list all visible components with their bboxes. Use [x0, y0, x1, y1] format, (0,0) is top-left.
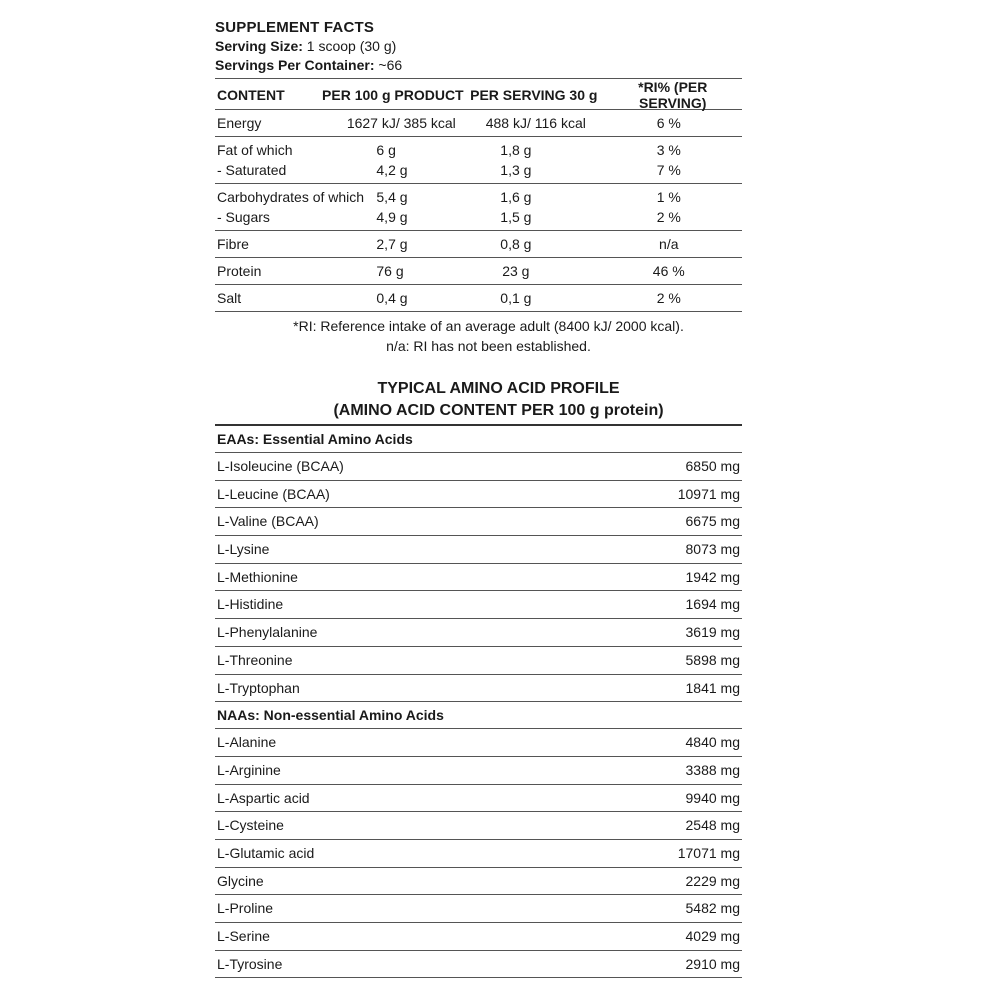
- facts-row: [215, 288, 742, 308]
- per-100g-value: 76 g: [376, 263, 404, 279]
- amino-acid-row: [215, 868, 742, 896]
- per-serving-value: 1,6 g: [500, 189, 532, 205]
- amino-acid-value: 1942 mg: [685, 568, 740, 585]
- per-serving-value: 1,3 g: [500, 162, 532, 178]
- amino-acid-row: [215, 619, 742, 647]
- facts-row: [215, 207, 742, 227]
- supplement-facts-title: SUPPLEMENT FACTS: [215, 19, 375, 36]
- ri-value: 7 %: [656, 162, 681, 178]
- per-serving-value: 0,8 g: [500, 236, 532, 252]
- amino-acid-row: [215, 757, 742, 785]
- amino-acid-name: L-Cysteine: [217, 817, 284, 834]
- ri-value: 2 %: [656, 290, 681, 306]
- serving-size: [215, 37, 742, 56]
- eaa-list: [215, 453, 742, 702]
- facts-row: [215, 140, 742, 160]
- amino-acid-row: [215, 481, 742, 509]
- nutrient-name: Fat of which: [217, 142, 293, 158]
- footnote-na: n/a: RI has not been established.: [386, 338, 591, 354]
- amino-acid-table: [215, 424, 742, 978]
- facts-group-salt: [215, 285, 742, 312]
- amino-acid-row: [215, 675, 742, 703]
- per-serving-value: 1,8 g: [500, 142, 532, 158]
- amino-acid-value: 3619 mg: [685, 624, 740, 641]
- ri-value: 46 %: [652, 263, 685, 279]
- amino-acid-value: 10971 mg: [677, 485, 740, 502]
- amino-acid-row: [215, 508, 742, 536]
- amino-acid-value: 4029 mg: [685, 928, 740, 944]
- amino-acid-value: 2548 mg: [685, 817, 740, 834]
- amino-acid-name: L-Phenylalanine: [217, 624, 318, 641]
- amino-acid-name: L-Arginine: [217, 761, 281, 778]
- amino-acid-name: L-Glutamic acid: [217, 844, 315, 861]
- nutrient-name: Energy: [217, 115, 262, 131]
- facts-group-energy: [215, 110, 742, 137]
- nutrient-name: - Saturated: [217, 162, 287, 178]
- ri-value: 3 %: [656, 142, 681, 158]
- amino-acid-value: 4840 mg: [685, 734, 740, 751]
- amino-acid-row: [215, 729, 742, 757]
- nutrient-name: Protein: [217, 263, 262, 279]
- amino-acid-name: L-Proline: [217, 900, 274, 917]
- footnote: [215, 316, 742, 356]
- servings-value: ~66: [374, 57, 403, 73]
- servings-label: Servings Per Container:: [215, 57, 375, 73]
- naa-list: [215, 729, 742, 978]
- amino-acid-name: L-Aspartic acid: [217, 789, 310, 806]
- facts-row: [215, 160, 742, 180]
- facts-row: [215, 234, 742, 254]
- facts-table-body: [215, 110, 742, 312]
- ri-value: 6 %: [656, 115, 681, 131]
- per-100g-value: 2,7 g: [376, 236, 408, 252]
- per-100g-value: 4,2 g: [376, 162, 408, 178]
- amino-acid-name: L-Isoleucine (BCAA): [217, 458, 344, 474]
- amino-profile-title: [215, 378, 742, 422]
- per-100g-value: 5,4 g: [376, 189, 408, 205]
- amino-profile-title-line-2: (AMINO ACID CONTENT PER 100 g protein): [333, 402, 664, 419]
- footnote-ri: *RI: Reference intake of an average adult (8400 kJ/ 2000 kcal).: [293, 318, 684, 334]
- amino-acid-name: L-Tryptophan: [217, 679, 300, 696]
- amino-acid-value: 1841 mg: [685, 679, 740, 696]
- amino-acid-value: 8073 mg: [685, 541, 740, 558]
- facts-row: [215, 187, 742, 207]
- facts-group-carbohydrates: [215, 184, 742, 231]
- amino-acid-value: 5482 mg: [685, 900, 740, 917]
- amino-acid-row: [215, 564, 742, 592]
- amino-acid-name: L-Valine (BCAA): [217, 513, 319, 530]
- per-serving-value: 1,5 g: [500, 209, 532, 225]
- per-100g-value: 6 g: [376, 142, 396, 158]
- nutrient-name: - Sugars: [217, 209, 270, 225]
- ri-value: 1 %: [656, 189, 681, 205]
- facts-row: [215, 261, 742, 281]
- per-100g-value: 4,9 g: [376, 209, 408, 225]
- servings-per-container: [215, 56, 742, 75]
- amino-acid-row: [215, 840, 742, 868]
- amino-acid-row: [215, 591, 742, 619]
- nutrient-name: Carbohydrates of which: [217, 189, 365, 205]
- amino-acid-value: 6850 mg: [685, 458, 740, 474]
- amino-acid-row: [215, 895, 742, 923]
- amino-acid-name: Glycine: [217, 872, 264, 889]
- per-serving-value: 23 g: [502, 263, 530, 279]
- per-serving-value: 0,1 g: [500, 290, 532, 306]
- per-100g-value: 1627 kJ/ 385 kcal: [346, 115, 456, 131]
- amino-acid-value: 5898 mg: [685, 651, 740, 668]
- amino-profile-title-line-1: TYPICAL AMINO ACID PROFILE: [377, 380, 620, 397]
- amino-acid-row: [215, 951, 742, 979]
- amino-acid-name: L-Serine: [217, 928, 270, 944]
- per-serving-value: 488 kJ/ 116 kcal: [485, 115, 586, 131]
- amino-acid-name: L-Leucine (BCAA): [217, 485, 330, 502]
- facts-table-header: [215, 81, 742, 109]
- amino-acid-name: L-Lysine: [217, 541, 270, 558]
- header-content: CONTENT: [217, 87, 285, 103]
- header-per-100g: PER 100 g PRODUCT: [322, 87, 464, 103]
- amino-acid-name: L-Histidine: [217, 596, 284, 613]
- ri-value: 2 %: [656, 209, 681, 225]
- nutrient-name: Fibre: [217, 236, 249, 252]
- supplement-facts-sheet: [215, 18, 742, 978]
- amino-acid-value: 3388 mg: [685, 761, 740, 778]
- facts-group-fat: [215, 137, 742, 184]
- nutrient-name: Salt: [217, 290, 242, 306]
- amino-acid-name: L-Alanine: [217, 734, 277, 751]
- amino-acid-name: L-Methionine: [217, 568, 298, 585]
- amino-acid-row: [215, 785, 742, 813]
- ri-value: n/a: [659, 236, 679, 252]
- per-100g-value: 0,4 g: [376, 290, 408, 306]
- amino-acid-row: [215, 453, 742, 481]
- facts-row: [215, 113, 742, 133]
- amino-acid-value: 2229 mg: [685, 872, 740, 889]
- serving-size-value: 1 scoop (30 g): [302, 38, 397, 54]
- amino-acid-row: [215, 812, 742, 840]
- facts-group-protein: [215, 258, 742, 285]
- eaa-section-header: EAAs: Essential Amino Acids: [215, 426, 742, 453]
- amino-acid-value: 2910 mg: [685, 955, 740, 972]
- serving-size-label: Serving Size:: [215, 38, 303, 54]
- amino-acid-name: L-Threonine: [217, 651, 293, 668]
- amino-acid-name: L-Tyrosine: [217, 955, 283, 972]
- header-per-serving: PER SERVING 30 g: [470, 87, 598, 103]
- amino-acid-value: 9940 mg: [685, 789, 740, 806]
- header-ri: *RI% (PER SERVING): [638, 79, 708, 111]
- amino-acid-row: [215, 923, 742, 951]
- amino-acid-value: 6675 mg: [685, 513, 740, 530]
- amino-acid-row: [215, 647, 742, 675]
- amino-acid-value: 17071 mg: [677, 844, 740, 861]
- amino-acid-row: [215, 536, 742, 564]
- amino-acid-value: 1694 mg: [685, 596, 740, 613]
- naa-section-header: NAAs: Non-essential Amino Acids: [215, 702, 742, 729]
- facts-group-fibre: [215, 231, 742, 258]
